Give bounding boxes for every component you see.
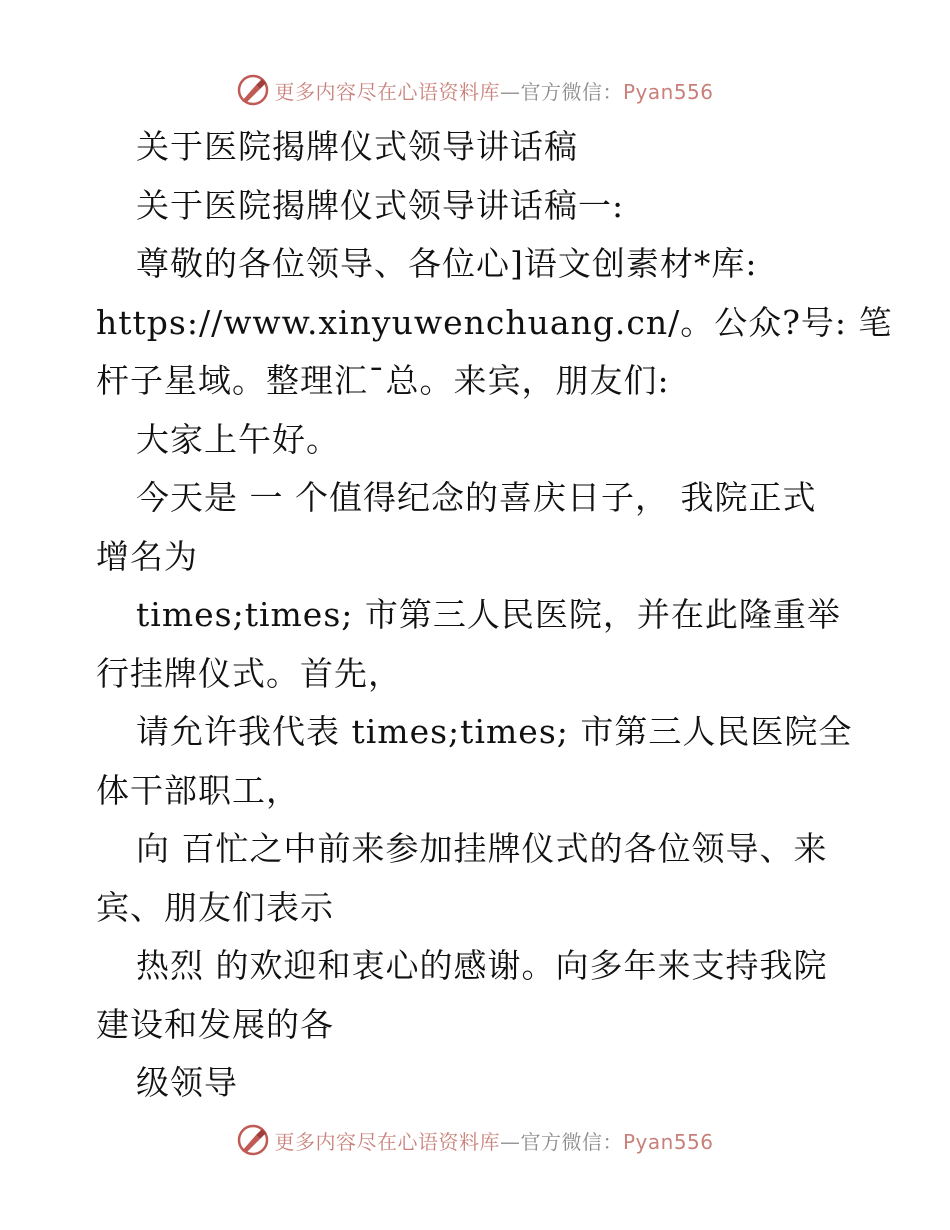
watermark-wechat-label: 官方微信： bbox=[520, 79, 623, 104]
watermark-main: 更多内容尽在心语资料库 bbox=[274, 1129, 500, 1154]
text-line: 行挂牌仪式。首先， bbox=[96, 653, 402, 693]
text-line: 体干部职工， bbox=[96, 770, 300, 810]
text-line: 请允许我代表 times;times; 市第三人民医院全 bbox=[136, 712, 853, 751]
text-line: 级领导 bbox=[136, 1063, 238, 1102]
footer-watermark-banner bbox=[0, 1120, 950, 1160]
text-line: times;times; 市第三人民医院，并在此隆重举 bbox=[136, 595, 841, 634]
text-line: 今天是 一 个值得纪念的喜庆日子， 我院正式 bbox=[136, 478, 817, 517]
watermark-main: 更多内容尽在心语资料库 bbox=[274, 79, 500, 104]
watermark-wechat-id: Pyan556 bbox=[622, 1129, 714, 1154]
text-line: 尊敬的各位领导、各位心]语文创素材*库: bbox=[136, 244, 758, 283]
header-watermark-banner bbox=[0, 70, 950, 110]
text-line: 增名为 bbox=[96, 536, 198, 576]
text-line: 建设和发展的各 bbox=[96, 1004, 334, 1044]
watermark-dash: — bbox=[499, 79, 521, 104]
watermark-dash: — bbox=[499, 1129, 521, 1154]
text-line: 宾、朋友们表示 bbox=[96, 887, 334, 927]
text-line: 向 百忙之中前来参加挂牌仪式的各位领导、来 bbox=[136, 829, 828, 868]
pen-logo-icon bbox=[236, 73, 270, 107]
watermark-wechat-label: 官方微信： bbox=[520, 1129, 623, 1154]
watermark-text bbox=[274, 1126, 713, 1155]
text-line: 关于医院揭牌仪式领导讲话稿一: bbox=[136, 185, 625, 225]
watermark-wechat-id: Pyan556 bbox=[622, 79, 714, 104]
text-line: 热烈 的欢迎和衷心的感谢。向多年来支持我院 bbox=[136, 946, 828, 985]
watermark-text bbox=[274, 76, 713, 105]
text-line: 关于医院揭牌仪式领导讲话稿 bbox=[136, 127, 578, 166]
document-body bbox=[96, 118, 893, 1113]
text-line: https://www.xinyuwenchuang.cn/。公众?号: 笔 bbox=[96, 302, 893, 342]
pen-logo-icon bbox=[236, 1123, 270, 1157]
text-line: 杆子星域。整理汇¯总。来宾，朋友们: bbox=[96, 361, 670, 400]
text-line: 大家上午好。 bbox=[136, 419, 340, 459]
